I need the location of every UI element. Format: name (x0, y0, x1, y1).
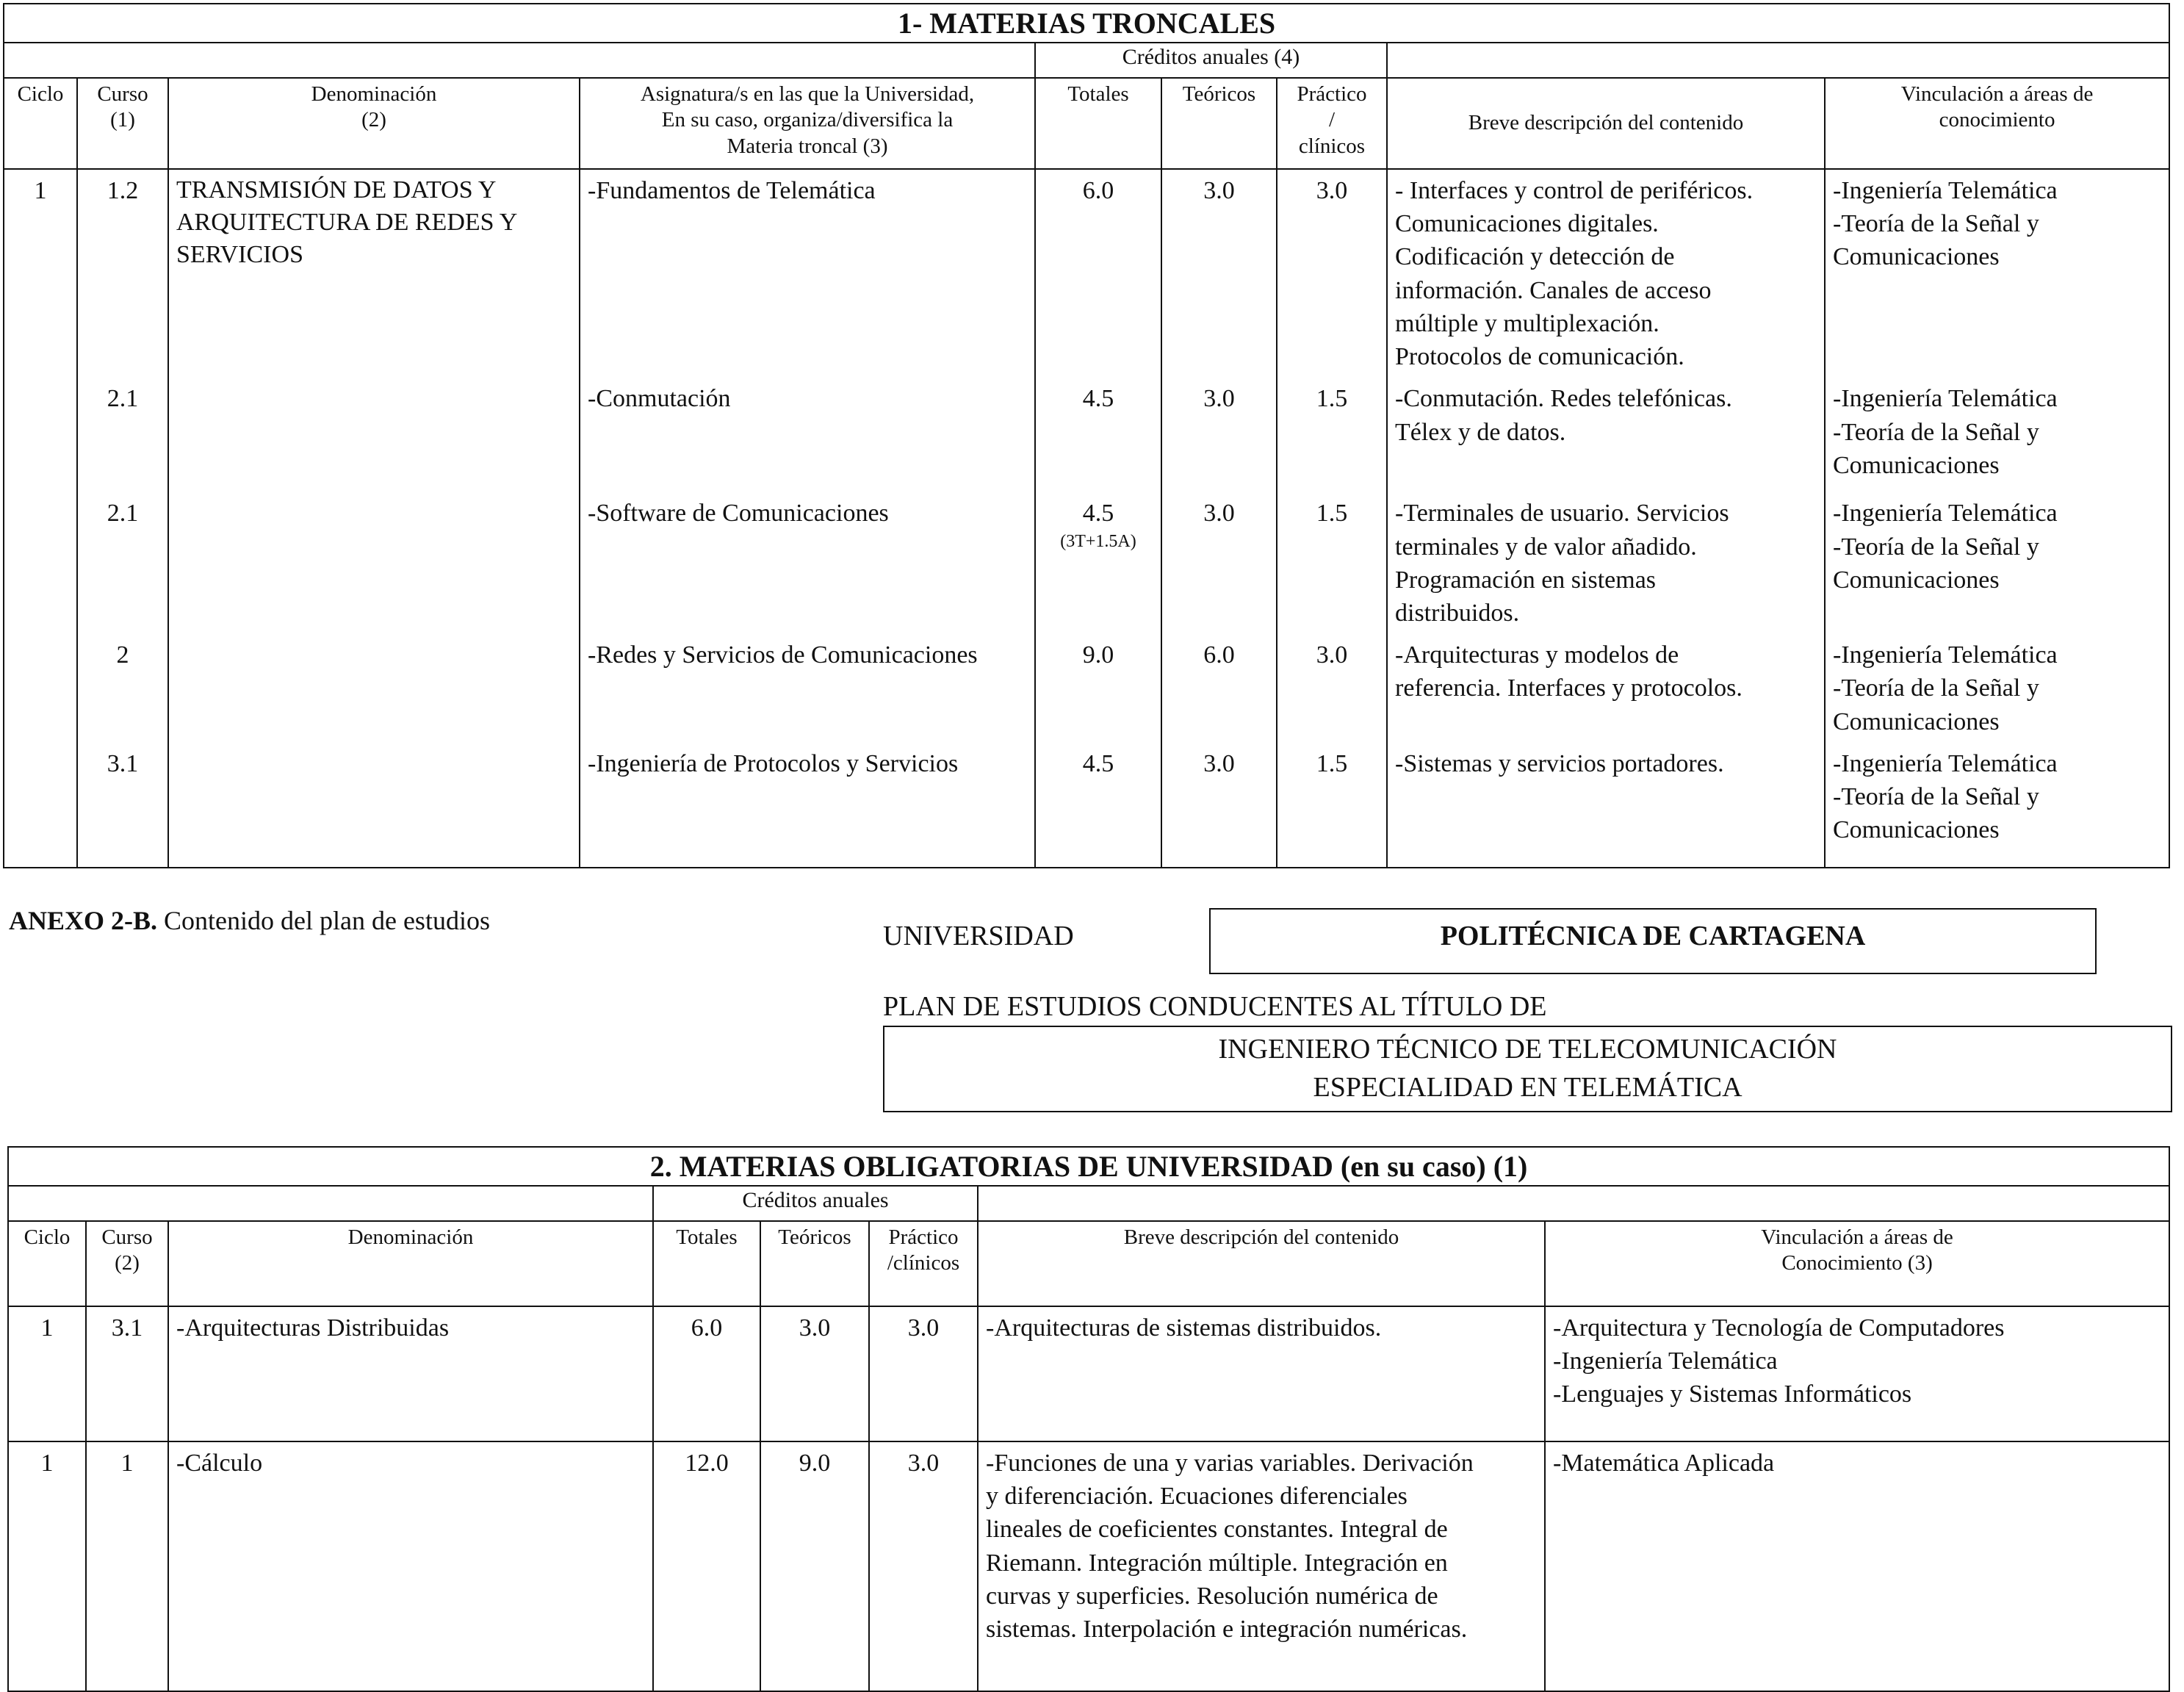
cell-descripcion: -Funciones de una y varias variables. Derivación y diferenciación. Ecuaciones diferenciales lineales de coeficientes constantes. Integral de Riemann. Integración múltiple. Integración en curvas y superficies. Resolución numérica de sistemas. Interpolación e integración numéricas. (978, 1441, 1545, 1691)
cell-curso: 2.1 (77, 492, 168, 634)
totales-note: (3T+1.5A) (1060, 531, 1136, 551)
cell-vinculacion: -Matemática Aplicada (1545, 1441, 2169, 1691)
table-materias-troncales (3, 3, 2170, 868)
cell-teoricos: 3.0 (1161, 492, 1277, 634)
table-row (8, 1306, 2169, 1441)
cell-curso: 1 (86, 1441, 168, 1691)
cell-descripcion: -Sistemas y servicios portadores. (1387, 743, 1825, 868)
annex-label: ANEXO 2-B. (9, 906, 158, 935)
cell-totales: 12.0 (653, 1441, 760, 1691)
cell-curso: 3.1 (86, 1306, 168, 1441)
cell-vinculacion: -Ingeniería Telemática -Teoría de la Señal y Comunicaciones (1825, 169, 2169, 378)
cell-asignatura: -Fundamentos de Telemática (580, 169, 1035, 378)
cell-vinculacion: -Ingeniería Telemática -Teoría de la Señal y Comunicaciones (1825, 492, 2169, 634)
header-ciclo: Ciclo (4, 78, 77, 169)
table-materias-obligatorias (7, 1146, 2170, 1692)
plan-title-box: INGENIERO TÉCNICO DE TELECOMUNICACIÓN ESPECIALIDAD EN TELEMÁTICA (883, 1026, 2172, 1112)
table-row (4, 169, 2169, 378)
header-ciclo: Ciclo (8, 1221, 86, 1306)
cell-vinculacion: -Ingeniería Telemática -Teoría de la Señal y Comunicaciones (1825, 378, 2169, 492)
header-descripcion: Breve descripción del contenido (1387, 78, 1825, 169)
cell-vinculacion: -Ingeniería Telemática -Teoría de la Señal y Comunicaciones (1825, 743, 2169, 868)
cell-curso: 1.2 (77, 169, 168, 378)
table1-header-spacer-right (1387, 43, 2169, 78)
cell-totales: 6.0 (653, 1306, 760, 1441)
cell-denominacion: -Cálculo (168, 1441, 653, 1691)
header-curso: Curso (1) (77, 78, 168, 169)
cell-curso: 3.1 (77, 743, 168, 868)
cell-practicos: 1.5 (1277, 378, 1387, 492)
cell-curso: 2.1 (77, 378, 168, 492)
cell-practicos: 1.5 (1277, 492, 1387, 634)
header-denominacion: Denominación (2) (168, 78, 580, 169)
cell-practicos: 1.5 (1277, 743, 1387, 868)
cell-totales (1035, 492, 1161, 634)
header-totales: Totales (1035, 78, 1161, 169)
header-curso: Curso (2) (86, 1221, 168, 1306)
table2-creditos-header: Créditos anuales (653, 1186, 978, 1221)
cell-asignatura: -Software de Comunicaciones (580, 492, 1035, 634)
header-teoricos: Teóricos (1161, 78, 1277, 169)
cell-teoricos: 6.0 (1161, 634, 1277, 743)
cell-teoricos: 3.0 (760, 1306, 869, 1441)
header-vinculacion: Vinculación a áreas de conocimiento (1825, 78, 2169, 169)
header-practicos: Práctico /clínicos (869, 1221, 978, 1306)
table2-header-spacer-right (978, 1186, 2169, 1221)
cell-descripcion: -Arquitecturas de sistemas distribuidos. (978, 1306, 1545, 1441)
cell-descripcion: -Conmutación. Redes telefónicas. Télex y de datos. (1387, 378, 1825, 492)
table1-creditos-header: Créditos anuales (4) (1035, 43, 1387, 78)
cell-asignatura: -Conmutación (580, 378, 1035, 492)
cell-vinculacion: -Arquitectura y Tecnología de Computadores -Ingeniería Telemática -Lenguajes y Sistemas Informáticos (1545, 1306, 2169, 1441)
cell-denominacion: TRANSMISIÓN DE DATOS Y ARQUITECTURA DE REDES Y SERVICIOS (168, 169, 580, 868)
cell-totales (1035, 634, 1161, 743)
table-row (8, 1441, 2169, 1691)
cell-ciclo: 1 (8, 1441, 86, 1691)
table1-header-spacer (4, 43, 1035, 78)
totales-value: 4.5 (1082, 749, 1114, 777)
cell-totales (1035, 378, 1161, 492)
cell-descripcion: - Interfaces y control de periféricos. Comunicaciones digitales. Codificación y detección de información. Canales de acceso múltiple y multiplexación. Protocolos de comunicación. (1387, 169, 1825, 378)
table2-header-spacer (8, 1186, 653, 1221)
cell-practicos: 3.0 (1277, 169, 1387, 378)
cell-totales (1035, 743, 1161, 868)
table2-title: 2. MATERIAS OBLIGATORIAS DE UNIVERSIDAD (en su caso) (1) (8, 1147, 2169, 1186)
cell-asignatura: -Redes y Servicios de Comunicaciones (580, 634, 1035, 743)
cell-descripcion: -Terminales de usuario. Servicios terminales y de valor añadido. Programación en sistemas distribuidos. (1387, 492, 1825, 634)
cell-practicos: 3.0 (1277, 634, 1387, 743)
header-descripcion: Breve descripción del contenido (978, 1221, 1545, 1306)
cell-teoricos: 9.0 (760, 1441, 869, 1691)
plan-label: PLAN DE ESTUDIOS CONDUCENTES AL TÍTULO DE (883, 991, 1547, 1022)
cell-practicos: 3.0 (869, 1306, 978, 1441)
annex-heading (9, 905, 490, 936)
cell-ciclo: 1 (4, 169, 77, 868)
header-vinculacion: Vinculación a áreas de Conocimiento (3) (1545, 1221, 2169, 1306)
cell-denominacion: -Arquitecturas Distribuidas (168, 1306, 653, 1441)
cell-curso: 2 (77, 634, 168, 743)
cell-teoricos: 3.0 (1161, 743, 1277, 868)
header-teoricos: Teóricos (760, 1221, 869, 1306)
cell-ciclo: 1 (8, 1306, 86, 1441)
universidad-name-box: POLITÉCNICA DE CARTAGENA (1209, 908, 2097, 974)
totales-value: 6.0 (1082, 177, 1114, 204)
cell-vinculacion: -Ingeniería Telemática -Teoría de la Señal y Comunicaciones (1825, 634, 2169, 743)
table1-title: 1- MATERIAS TRONCALES (4, 4, 2169, 43)
annex-text: Contenido del plan de estudios (157, 906, 490, 935)
cell-teoricos: 3.0 (1161, 378, 1277, 492)
totales-value: 4.5 (1082, 500, 1114, 528)
cell-descripcion: -Arquitecturas y modelos de referencia. Interfaces y protocolos. (1387, 634, 1825, 743)
cell-totales (1035, 169, 1161, 378)
totales-value: 9.0 (1082, 641, 1114, 669)
header-asignatura: Asignatura/s en las que la Universidad, En su caso, organiza/diversifica la Materia troncal (3) (580, 78, 1035, 169)
cell-practicos: 3.0 (869, 1441, 978, 1691)
header-denominacion: Denominación (168, 1221, 653, 1306)
header-practicos: Práctico / clínicos (1277, 78, 1387, 169)
header-totales: Totales (653, 1221, 760, 1306)
totales-value: 4.5 (1082, 385, 1114, 413)
cell-asignatura: -Ingeniería de Protocolos y Servicios (580, 743, 1035, 868)
universidad-label: UNIVERSIDAD (883, 921, 1074, 951)
cell-teoricos: 3.0 (1161, 169, 1277, 378)
